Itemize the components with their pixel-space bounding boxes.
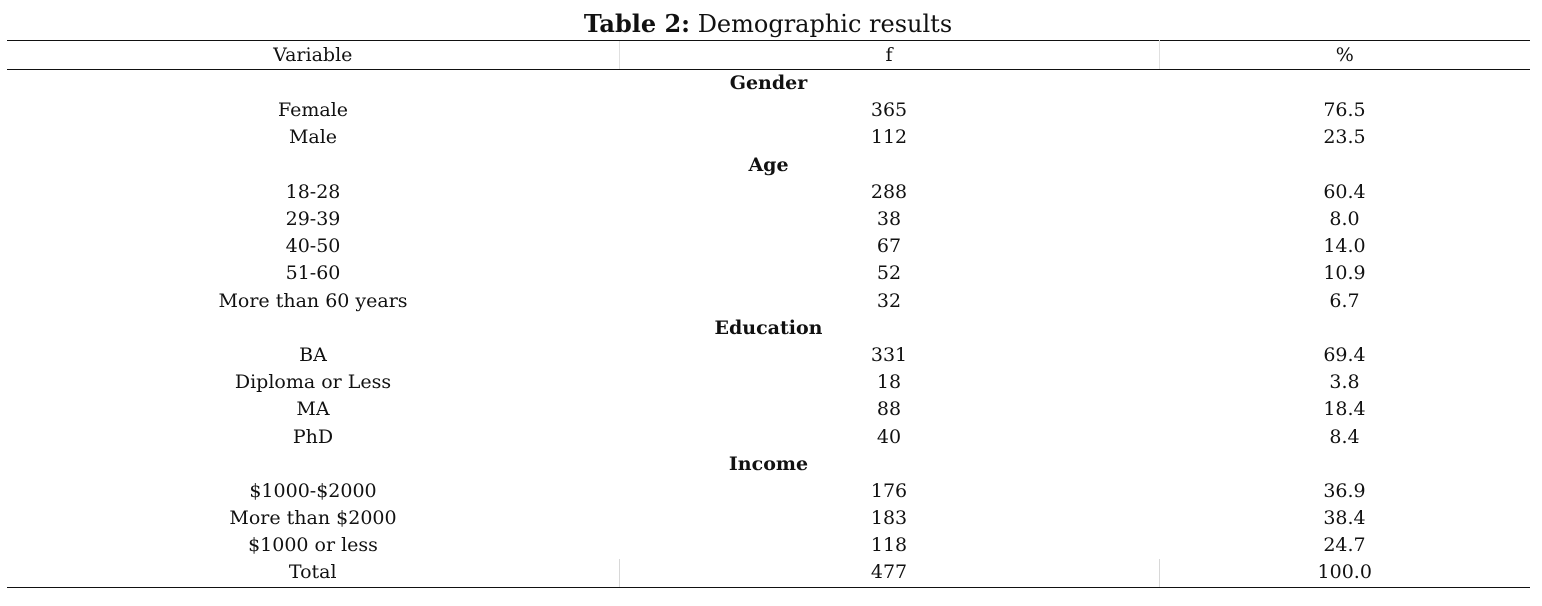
cell-f: 331 (870, 343, 908, 366)
header-percent: % (1159, 41, 1530, 70)
group-label: Education (714, 316, 823, 339)
group-label: Gender (729, 72, 808, 95)
cell-variable: Female (277, 99, 349, 122)
cell-f: 18 (876, 371, 902, 394)
cell-variable: BA (299, 343, 327, 366)
table-row (7, 342, 1530, 369)
cell-variable: 18-28 (285, 180, 341, 203)
cell-variable: More than $2000 (229, 507, 397, 530)
table-row (7, 288, 1530, 315)
total-percent: 100.0 (1159, 559, 1530, 587)
header-row (7, 41, 1530, 70)
cell-variable: $1000-$2000 (249, 479, 377, 502)
table-row (7, 124, 1530, 151)
group-label: Income (728, 452, 809, 475)
cell-variable: Diploma or Less (234, 371, 392, 394)
group-row-gender (7, 70, 1530, 98)
cell-f: 112 (870, 126, 908, 149)
cell-f: 38 (876, 208, 902, 231)
cell-f: 288 (870, 180, 908, 203)
table-row (7, 369, 1530, 396)
cell-variable: 40-50 (285, 235, 341, 258)
caption-text: Demographic results (697, 10, 953, 38)
table-row (7, 396, 1530, 423)
cell-f: 365 (870, 99, 908, 122)
demographic-table (7, 40, 1530, 588)
header-f: f (619, 41, 1159, 70)
cell-f: 67 (876, 235, 902, 258)
table-row (7, 179, 1530, 206)
cell-f: 88 (876, 398, 902, 421)
cell-f: 118 (870, 534, 908, 557)
cell-variable: Male (288, 126, 338, 149)
total-row (7, 559, 1530, 587)
table-row (7, 260, 1530, 287)
table-row (7, 233, 1530, 260)
table-row (7, 478, 1530, 505)
cell-f: 32 (876, 289, 902, 312)
cell-f: 183 (870, 507, 908, 530)
group-row-education (7, 315, 1530, 342)
group-label: Age (748, 153, 789, 176)
cell-percent: 76.5 (1323, 99, 1366, 122)
table-row (7, 532, 1530, 559)
cell-percent: 6.7 (1329, 289, 1360, 312)
cell-percent: 36.9 (1323, 479, 1366, 502)
cell-percent: 69.4 (1323, 343, 1366, 366)
header-variable: Variable (7, 41, 619, 70)
cell-percent: 8.0 (1329, 208, 1360, 231)
cell-percent: 10.9 (1323, 262, 1366, 285)
cell-f: 176 (870, 479, 908, 502)
table-row (7, 505, 1530, 532)
group-row-income (7, 451, 1530, 478)
cell-variable: MA (296, 398, 330, 421)
cell-percent: 24.7 (1323, 534, 1366, 557)
cell-variable: 51-60 (285, 262, 341, 285)
cell-variable: More than 60 years (218, 289, 408, 312)
cell-percent: 14.0 (1323, 235, 1366, 258)
table-row (7, 97, 1530, 124)
total-f: 477 (619, 559, 1159, 587)
cell-percent: 60.4 (1323, 180, 1366, 203)
cell-percent: 23.5 (1323, 126, 1366, 149)
table-caption (0, 8, 1536, 40)
cell-f: 52 (876, 262, 902, 285)
cell-percent: 38.4 (1323, 507, 1366, 530)
cell-variable: 29-39 (285, 208, 341, 231)
caption-label: Table 2: (583, 9, 691, 38)
total-label: Total (7, 559, 619, 587)
cell-variable: $1000 or less (248, 534, 378, 557)
table-row (7, 206, 1530, 233)
table-row (7, 423, 1530, 450)
cell-f: 40 (876, 425, 902, 448)
cell-percent: 3.8 (1329, 371, 1360, 394)
group-row-age (7, 152, 1530, 179)
cell-percent: 8.4 (1329, 425, 1360, 448)
cell-percent: 18.4 (1323, 398, 1366, 421)
cell-variable: PhD (292, 425, 334, 448)
